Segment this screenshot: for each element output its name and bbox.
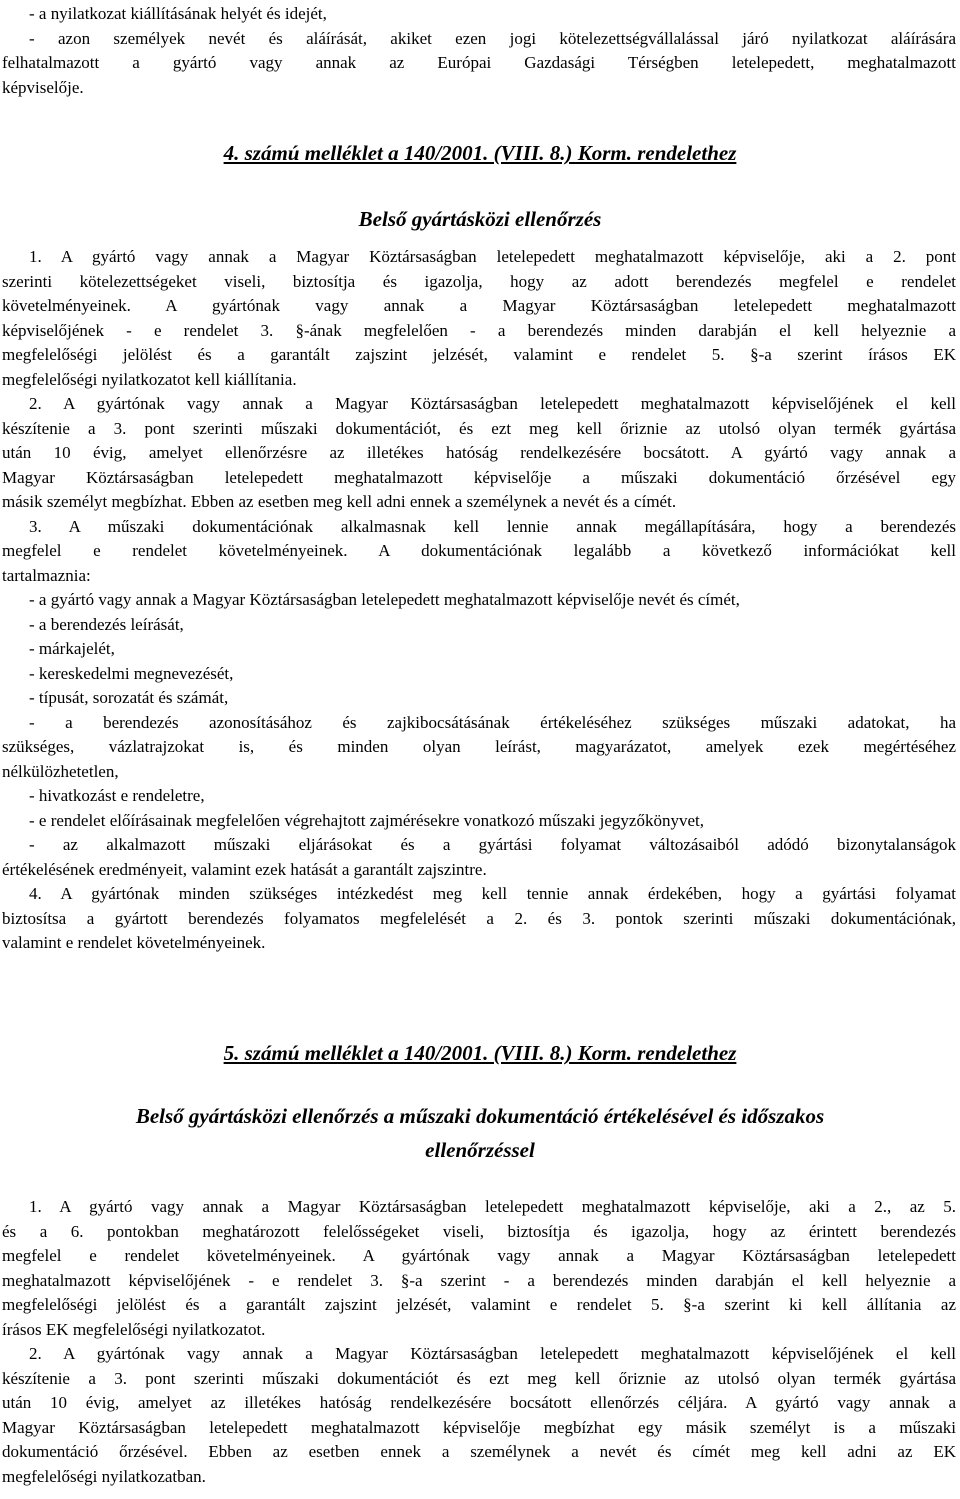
list-item: - az alkalmazott műszaki eljárásokat és a gyártási folyamat változásaiból adódó bizonytalanságok — [29, 835, 956, 854]
text-line: megfelelőségi jelölést és a garantált zajszint jelzését, valamint e rendelet 5. §-a szerint ki kell állítania az — [2, 1295, 956, 1314]
text-line: megfelelőségi nyilatkozatban. — [2, 1466, 206, 1486]
list-item: - a berendezés azonosításához és zajkibocsátásának értékeléséhez szükséges műszaki adatokat, ha — [29, 712, 956, 732]
text-line: 2. A gyártónak vagy annak a Magyar Köztársaságban letelepedett meghatalmazott képviselőjének el kell — [29, 1344, 956, 1363]
annex4-subtitle: Belső gyártásközi ellenőrzés — [358, 207, 602, 231]
list-item: szükséges, vázlatrajzokat is, és minden olyan leírást, magyarázatot, amelyek ezek megértéséhez — [2, 737, 956, 756]
annex4-list — [2, 588, 956, 882]
list-item: - a berendezés leírását, — [29, 614, 184, 634]
text-line: 4. A gyártónak minden szükséges intézkedést meg kell tennie annak érdekében, hogy a gyártási folyamat — [29, 884, 956, 903]
annex4-paragraph-1 — [2, 245, 956, 392]
annex5-paragraph-1 — [2, 1195, 956, 1342]
text-line: dokumentáció őrzésével. Ebben az esetben ennek a személynek a nevét és címét meg kell adni az EK — [2, 1442, 956, 1461]
text-line: Magyar Köztársaságban letelepedett meghatalmazott képviselője a műszaki dokumentáció őrzésével egy — [2, 467, 956, 487]
annex5-subtitle-line: ellenőrzéssel — [425, 1138, 535, 1162]
annex4-body — [2, 245, 956, 956]
text-line: Magyar Köztársaságban letelepedett meghatalmazott képviselője megbízhat egy másik személyt is a műszaki — [2, 1417, 956, 1437]
text-line: 1. A gyártó vagy annak a Magyar Köztársaságban letelepedett meghatalmazott képviselője, aki a 2. pont — [29, 247, 956, 266]
annex5-subtitle — [0, 1102, 960, 1164]
text-line: és a 6. pontokban meghatározott felelősségeket viseli, biztosítja és igazolja, hogy az érintett berendezés — [2, 1221, 956, 1241]
text-line: megfelel e rendelet követelményeinek. A dokumentációnak legalább a következő információkat kell — [2, 541, 956, 560]
text-line: 1. A gyártó vagy annak a Magyar Köztársaságban letelepedett meghatalmazott képviselője, aki a 2., az 5. — [29, 1197, 956, 1216]
annex5-paragraph-2 — [2, 1342, 956, 1489]
intro-block — [2, 2, 956, 100]
text-line: megfelelőségi nyilatkozatot kell kiállítania. — [2, 369, 297, 389]
annex4-paragraph-2 — [2, 392, 956, 515]
text-line: írásos EK megfelelőségi nyilatkozatot. — [2, 1319, 266, 1339]
text-line: 2. A gyártónak vagy annak a Magyar Köztársaságban letelepedett meghatalmazott képviselőjének el kell — [29, 394, 956, 413]
list-item: - típusát, sorozatát és számát, — [29, 688, 229, 707]
list-item: - márkajelét, — [29, 639, 115, 658]
list-item: - a gyártó vagy annak a Magyar Köztársaságban letelepedett meghatalmazott képviselője nevét és címét, — [29, 590, 740, 609]
list-item: - hivatkozást e rendeletre, — [29, 786, 205, 805]
intro-line: - azon személyek nevét és aláírását, akiket ezen jogi kötelezettségvállalással járó nyilatkozat aláírására — [29, 28, 956, 48]
annex4-paragraph-4 — [2, 882, 956, 956]
text-line: 3. A műszaki dokumentációnak alkalmasnak kell lennie annak megállapítására, hogy a berendezés — [29, 516, 956, 536]
intro-line: felhatalmazott a gyártó vagy annak az Európai Gazdasági Térségben letelepedett, meghatalmazott — [2, 53, 956, 72]
text-line: biztosítsa a gyártott berendezés folyamatos megfelelését a 2. és 3. pontok szerinti műszaki dokumentációnak, — [2, 908, 956, 928]
text-line: képviselőjének - e rendelet 3. §-ának megfelelően - a berendezés minden darabján el kell helyeznie a — [2, 320, 956, 340]
intro-line: képviselője. — [2, 77, 84, 97]
annex4-title: 4. számú melléklet a 140/2001. (VIII. 8.) Korm. rendelethez — [223, 141, 737, 165]
text-line: készítenie a 3. pont szerinti műszaki dokumentációt és ezt meg kell őriznie az utolsó olyan termék gyártása — [2, 1368, 956, 1388]
intro-line: - a nyilatkozat kiállításának helyét és idejét, — [29, 4, 327, 23]
annex4-paragraph-3 — [2, 515, 956, 589]
text-line: meghatalmazott képviselőjének - e rendelet 3. §-a szerint - a berendezés minden darabján el kell helyeznie a — [2, 1270, 956, 1290]
text-line: valamint e rendelet követelményeinek. — [2, 933, 266, 952]
annex5-title: 5. számú melléklet a 140/2001. (VIII. 8.) Korm. rendelethez — [223, 1041, 737, 1065]
list-item: nélkülözhetetlen, — [2, 761, 119, 781]
list-item: - e rendelet előírásainak megfelelően végrehajtott zajmérésekre vonatkozó műszaki jegyzőkönyvet, — [29, 810, 704, 830]
text-line: szerinti kötelezettségeket viseli, biztosítja és igazolja, hogy az adott berendezés megfelel e rendelet — [2, 271, 956, 291]
text-line: tartalmaznia: — [2, 565, 91, 585]
text-line: megfelelőségi jelölést és a garantált zajszint jelzését, valamint e rendelet 5. §-a szerint írásos EK — [2, 345, 956, 364]
annex5-body — [2, 1195, 956, 1489]
text-line: készítenie a 3. pont szerinti műszaki dokumentációt, és ezt meg kell őriznie az utolsó olyan termék gyártása — [2, 418, 956, 438]
text-line: után 10 évig, amelyet ellenőrzésre az illetékes hatóság rendelkezésére bocsátott. A gyártó vagy annak a — [2, 443, 956, 462]
text-line: után 10 évig, amelyet az illetékes hatóság rendelkezésére bocsátott ellenőrzés céljára. A gyártó vagy annak a — [2, 1393, 956, 1412]
annex5-subtitle-line: Belső gyártásközi ellenőrzés a műszaki dokumentáció értékelésével és időszakos — [135, 1104, 825, 1128]
list-item: értékelésének eredményeit, valamint ezek hatását a garantált zajszintre. — [2, 859, 487, 879]
text-line: követelményeinek. A gyártónak vagy annak a Magyar Köztársaságban letelepedett meghatalmazott — [2, 296, 956, 315]
list-item: - kereskedelmi megnevezését, — [29, 663, 234, 683]
text-line: másik személyt megbízhat. Ebben az esetben meg kell adni ennek a személynek a nevét és a címét. — [2, 492, 677, 511]
text-line: megfelel e rendelet követelményeinek. A gyártónak vagy annak a Magyar Köztársaságban letelepedett — [2, 1246, 956, 1265]
